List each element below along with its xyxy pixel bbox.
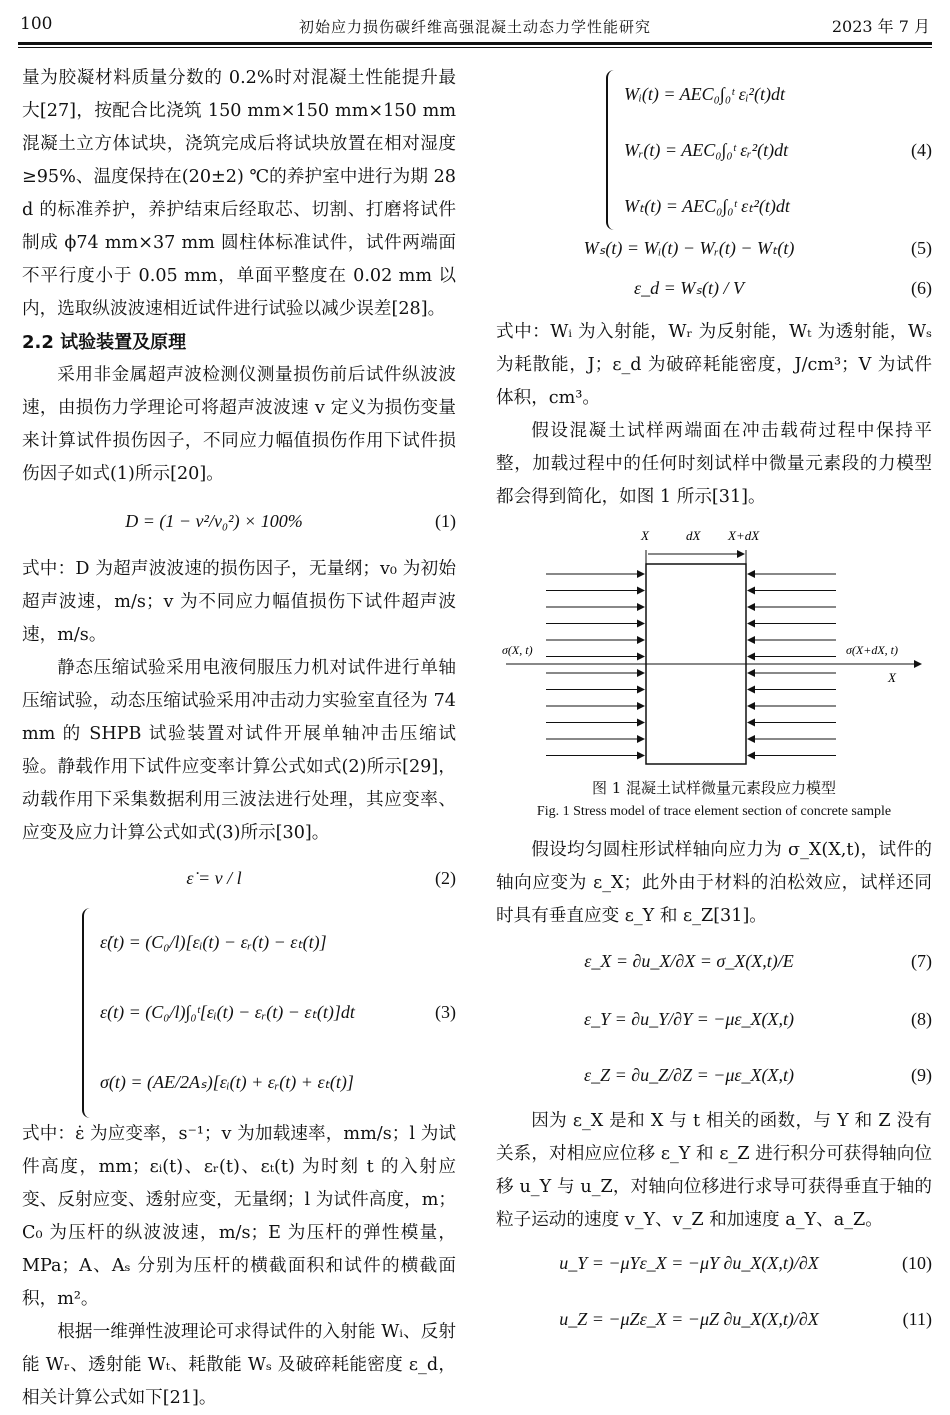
equation-line: Wₜ(t) = AEC₀∫₀ᵗ εₜ²(t)dt bbox=[624, 196, 790, 216]
label-axis: X bbox=[888, 670, 896, 685]
figure-caption-en: Fig. 1 Stress model of trace element section of concrete sample bbox=[536, 804, 892, 819]
paragraph: 根据一维弹性波理论可求得试件的入射能 Wᵢ、反射能 Wᵣ、透射能 Wₜ、耗散能 Wₛ 及破碎耗能密度 ε_d，相关计算公式如下[21]。 bbox=[22, 1322, 456, 1408]
equation-body: Wₛ(t) = Wᵢ(t) − Wᵣ(t) − Wₜ(t) bbox=[583, 238, 795, 258]
equation-3 bbox=[82, 908, 456, 1118]
page-header bbox=[0, 0, 950, 46]
section-heading: 2.2 试验装置及原理 bbox=[22, 332, 187, 353]
equation-number: (4) bbox=[911, 140, 932, 160]
equation-2 bbox=[22, 850, 456, 908]
page-number: 100 bbox=[20, 14, 53, 34]
equation-number: (11) bbox=[902, 1309, 932, 1329]
paragraph: 式中：D 为超声波波速的损伤因子，无量纲；v₀ 为初始超声波速，m/s；v 为不同应力幅值损伤下试件超声波速，m/s。 bbox=[22, 559, 456, 645]
brace bbox=[606, 70, 618, 230]
label-dx: dX bbox=[686, 528, 701, 543]
issue-date: 2023 年 7 月 bbox=[831, 17, 930, 36]
paragraph: 静态压缩试验采用电液伺服压力机对试件进行单轴压缩试验，动态压缩试验采用冲击动力实验室直径为 74 mm 的 SHPB 试验装置对试件开展单轴冲击压缩试验。静载作用下试件应变率计算公式如式(2)所示[29]，动载作用下采集数据利用三波法进行处理，其应变率、应变及应力计算公式如式(3)所示[30]。 bbox=[22, 658, 456, 843]
equation-8 bbox=[496, 993, 932, 1049]
equation-number: (5) bbox=[911, 238, 932, 258]
equation-1 bbox=[22, 491, 456, 553]
equation-line: ε̇(t) = (C₀/l)[εᵢ(t) − εᵣ(t) − εₜ(t)] bbox=[100, 932, 327, 952]
equation-6 bbox=[496, 266, 932, 316]
paragraph: 假设混凝土试样两端面在冲击载荷过程中保持平整，加载过程中的任何时刻试样中微量元素段的力模型都会得到简化，如图 1 所示[31]。 bbox=[496, 421, 932, 507]
stress-model-diagram bbox=[496, 522, 932, 772]
header-rule-thin bbox=[18, 47, 932, 48]
running-title: 初始应力损伤碳纤维高强混凝土动态力学性能研究 bbox=[298, 18, 651, 36]
label-sigma-left: σ(X, t) bbox=[502, 643, 533, 657]
right-stress-arrows bbox=[748, 574, 836, 756]
equation-number: (6) bbox=[911, 278, 932, 298]
equation-number: (2) bbox=[435, 868, 456, 888]
equation-7 bbox=[496, 933, 932, 993]
left-stress-arrows bbox=[546, 574, 644, 756]
equation-number: (7) bbox=[911, 951, 932, 971]
label-x-plus-dx: X+dX bbox=[728, 528, 760, 543]
equation-line: ε(t) = (C₀/l)∫₀ᵗ[εᵢ(t) − εᵣ(t) − εₜ(t)]dt bbox=[100, 1002, 355, 1022]
equation-4 bbox=[606, 70, 932, 230]
equation-body: u_Z = −μZε_X = −μZ ∂u_X(X,t)/∂X bbox=[559, 1309, 819, 1329]
right-column bbox=[496, 70, 932, 1349]
paragraph: 式中：ε̇ 为应变率，s⁻¹；v 为加载速率，mm/s；l 为试件高度，mm；εᵢ(t)、εᵣ(t)、εₜ(t) 为时刻 t 的入射应变、反射应变、透射应变，无量纲；l 为试件高度，m；C₀ 为压杆的纵波波速，m/s；E 为压杆的弹性模量，MPa；A、Aₛ 分别为压杆的横截面积和试件的横截面积，m²。 bbox=[22, 1124, 456, 1309]
equation-line: σ(t) = (AE/2Aₛ)[εᵢ(t) + εᵣ(t) + εₜ(t)] bbox=[100, 1072, 354, 1092]
equation-10 bbox=[496, 1237, 932, 1293]
label-x: X bbox=[641, 528, 649, 543]
equation-number: (9) bbox=[911, 1065, 932, 1085]
equation-body: u_Y = −μYε_X = −μY ∂u_X(X,t)/∂X bbox=[559, 1253, 819, 1273]
figure-1 bbox=[496, 522, 932, 772]
equation-body: ε̇ = v / l bbox=[186, 868, 242, 888]
paragraph: 量为胶凝材料质量分数的 0.2%时对混凝土性能提升最大[27]，按配合比浇筑 150 mm×150 mm×150 mm混凝土立方体试块，浇筑完成后将试块放置在相对湿度≥95%、温度保持在(20±2) ℃的养护室中进行为期 28 d 的标准养护，养护结束后经取芯、切割、打磨将试件制成 ϕ74 mm×37 mm 圆柱体标准试件，试件两端面不平行度小于 0.05 mm，单面平整度在 0.02 mm 以内，选取纵波波速相近试件进行试验以减少误差[28]。 bbox=[22, 68, 456, 319]
equation-body: ε_Y = ∂u_Y/∂Y = −με_X(X,t) bbox=[584, 1009, 794, 1029]
paragraph: 假设均匀圆柱形试样轴向应力为 σ_X(X,t)，试件的轴向应变为 ε_X；此外由于材料的泊松效应，试样还同时具有垂直应变 ε_Y 和 ε_Z[31]。 bbox=[496, 840, 932, 926]
equation-number: (3) bbox=[435, 1002, 456, 1022]
equation-line: Wᵣ(t) = AEC₀∫₀ᵗ εᵣ²(t)dt bbox=[624, 140, 789, 160]
equation-9 bbox=[496, 1049, 932, 1105]
equation-number: (1) bbox=[435, 511, 456, 531]
equation-5 bbox=[496, 230, 932, 266]
equation-body: D = (1 − v²/v₀²) × 100% bbox=[125, 511, 303, 531]
equation-body: ε_X = ∂u_X/∂X = σ_X(X,t)/E bbox=[584, 951, 794, 971]
label-sigma-right: σ(X+dX, t) bbox=[846, 643, 899, 657]
equation-body: ε_d = Wₛ(t) / V bbox=[634, 278, 744, 298]
equation-11 bbox=[496, 1293, 932, 1349]
paragraph: 式中：Wᵢ 为入射能，Wᵣ 为反射能，Wₜ 为透射能，Wₛ 为耗散能，J；ε_d 为破碎耗能密度，J/cm³；V 为试件体积，cm³。 bbox=[496, 322, 932, 408]
equation-body: ε_Z = ∂u_Z/∂Z = −με_X(X,t) bbox=[584, 1065, 794, 1085]
figure-caption-cn: 图 1 混凝土试样微量元素段应力模型 bbox=[591, 779, 837, 797]
equation-number: (10) bbox=[902, 1253, 932, 1273]
paragraph: 采用非金属超声波检测仪测量损伤前后试件纵波波速，由损伤力学理论可将超声波波速 v 定义为损伤变量来计算试件损伤因子，不同应力幅值损伤作用下试件损伤因子如式(1)所示[20]。 bbox=[22, 365, 456, 484]
equation-number: (8) bbox=[911, 1009, 932, 1029]
left-column bbox=[22, 62, 456, 1415]
paragraph: 因为 ε_X 是和 X 与 t 相关的函数，与 Y 和 Z 没有关系，对相应应位移 ε_Y 和 ε_Z 进行积分可获得轴向位移 u_Y 与 u_Z，对轴向位移进行求导可获得垂直于轴的粒子运动的速度 v_Y、v_Z 和加速度 a_Y、a_Z。 bbox=[496, 1111, 932, 1230]
header-rule bbox=[18, 42, 932, 45]
equation-line: Wᵢ(t) = AEC₀∫₀ᵗ εᵢ²(t)dt bbox=[624, 84, 785, 104]
brace bbox=[82, 908, 94, 1118]
